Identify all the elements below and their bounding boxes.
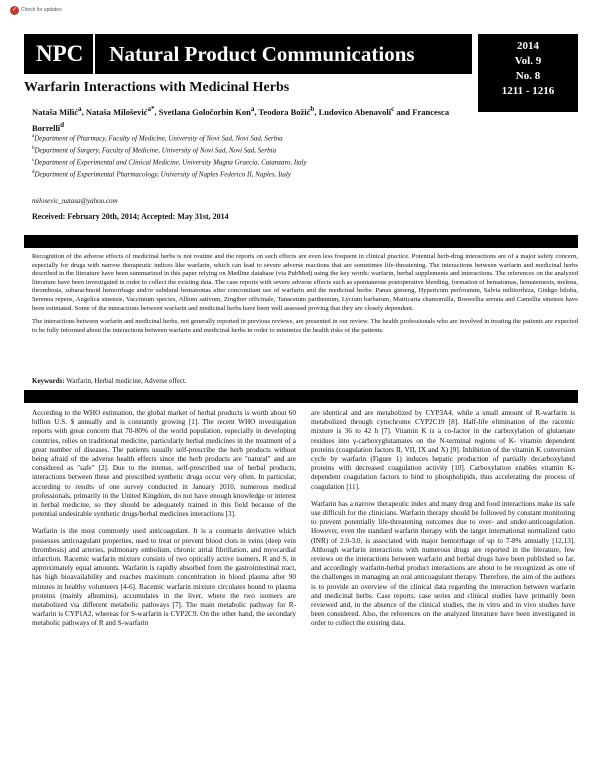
article-title: Warfarin Interactions with Medicinal Herbs bbox=[24, 80, 290, 95]
author: Nataša Milić$^a$, bbox=[32, 105, 86, 117]
affiliation: $^d$Department of Experimental Pharmacology, University of Naples Federico II, Naples, Italy bbox=[32, 170, 291, 179]
issue-volume: Vol. 9 bbox=[514, 55, 542, 67]
abstract-paragraph: The interactions between warfarin and medicinal herbs, not generally reported in previous reviews, are presented in our review. The health professionals who are involved in treating the patients are expected to be fully informed about the interactions between warfarin and medicinal herbs in order to minimize the health risks of the patients. bbox=[32, 318, 578, 334]
author: Francesca Borrelli$^d$ bbox=[32, 106, 450, 133]
keywords bbox=[32, 377, 187, 385]
journal-header bbox=[24, 34, 472, 74]
body-divider bbox=[24, 390, 578, 403]
author: Teodora Božić$^b$, bbox=[258, 105, 319, 117]
body-column-right bbox=[311, 409, 575, 637]
issue-year: 2014 bbox=[517, 40, 539, 52]
keywords-list: Warfarin, Herbal medicine, Adverse effect. bbox=[66, 377, 187, 385]
body-paragraph: Warfarin is the most commonly used anticoagulant. It is a coumarin derivative which possesses anticoagulant properties, used to treat or prevent blood clots in veins (deep vein thrombosis) and arteries, pulmonary embolism, chronic atrial fibrillation, and myocardial infarction. Racemic warfarin mixture consists of two optically active isomers, R and S, in approximately equal amounts. Warfarin is rapidly absorbed from the gastrointestinal tract, has high bioavailability and reaches maximum concentration in blood plasma after 90 minutes in healthy volunteers [4-6]. Racemic warfarin mixture circulates bound to plasma proteins (mainly albumins), accumulates in the liver, where the two isomers are metabolized via different metabolic pathways [7]. The main metabolic pathway for R-warfarin is CYP1A2, whereas for S-warfarin is CYP2C9. On the other hand, the secondary metabolic pathways of R and S-warfarin bbox=[32, 527, 296, 628]
body-column-left bbox=[32, 409, 296, 637]
check-updates-icon: ✓ bbox=[11, 6, 18, 13]
author: Ludovico Abenavoli$^c$ and bbox=[318, 105, 413, 117]
received-dates: Received: February 20th, 2014; Accepted: May 31st, 2014 bbox=[32, 212, 229, 221]
check-updates-badge[interactable] bbox=[10, 4, 66, 16]
journal-title: Natural Product Communications bbox=[109, 41, 415, 66]
corresponding-email[interactable]: milosevic_natasa@yahoo.com bbox=[32, 197, 118, 205]
body-paragraph: Warfarin has a narrow therapeutic index and many drug and food interactions make its safe use difficult for the clinicians. Warfarin therapy should be followed by constant monitoring to prevent potentially life-threatening outcomes due to over- and under-anticoagulation. However, even the standard warfarin therapy with the target international normalized ratio (INR) of 2.0-3.0, is associated with major hemorrhage of up to 7-8% annually [12,13]. Although warfarin interactions with numerous drugs are reported in the literature, few reviews on the interactions between warfarin and herbal drugs have been published so far, and accordingly warfarin-herbal product interactions are about to be recognized as one of the challenges in managing an oral anticoagulant therapy. Therefore, the aim of the authors is to provide an overview of the clinical data regarding the interaction between warfarin and medicinal herbs. Case reports, case series and clinical studies have primarily been reviewed and, in the absence of the clinical studies, the in vitro and in vivo studies have been considered. Also, the references on the analyzed literature have been investigated in order to collect the existing data. bbox=[311, 499, 575, 628]
issue-number: No. 8 bbox=[515, 70, 541, 82]
abstract bbox=[32, 253, 578, 340]
affiliation: $^c$Department of Experimental and Clinical Medicine, University Magna Graecia, Catanzaro, Italy bbox=[32, 158, 307, 167]
author-list bbox=[32, 103, 472, 135]
journal-abbrev: NPC bbox=[24, 34, 95, 74]
body-paragraph: According to the WHO estimation, the global market of herbal products is worth about 60 billion U.S. $ annually and is constantly growing [1]. The recent WHO investigation reports with great concern that 70-80% of the world population, especially in developing countries, relies on traditional medicine, particularly herbal medicines in the treatment of a great number of diseases. The patients usually self-prescribe the herb products without being afraid of the adverse health effects since the herb products are "natural" and are considered as "safe" [2]. Due to the intense, self-prescribed use of herbal products, interactions between these and prescribed synthetic drugs occur very often. In particular, according to results of one survey conducted in January 2010, numerous medical professionals, primarily in the United Kingdom, do not have enough knowledge or interest in herbal medicine, so they should be adequately trained in this field because of the potential undesirable synthetic drugs/herbal medicines interactions [3]. bbox=[32, 409, 296, 519]
issue-box bbox=[478, 34, 578, 112]
abstract-divider bbox=[24, 235, 578, 248]
issue-pages: 1211 - 1216 bbox=[501, 85, 555, 97]
keywords-label: Keywords: bbox=[32, 377, 65, 385]
affiliation: $^b$Department of Surgery, Faculty of Medicine, University of Novi Sad, Novi Sad, Serbia bbox=[32, 146, 277, 155]
body-paragraph: are identical and are metabolized by CYP3A4, while a small amount of R-warfarin is metabolized through cytochrome CYP2C19 [8]. Half-life elimination of the racemic mixture is 36 to 42 h [7]. Vitamin K is a co-factor in the carboxylation of glutamate residues into γ-carboxyglutamates on the N-terminal regions of K- vitamin dependent proteins (coagulation factors II, VII, IX and X) [9]. Inhibition of the vitamin K conversion cycle by warfarin (Figure 1) induces hepatic production of partially decarboxylated proteins with decreased coagulation activity [10]. Carboxylation enables vitamin K-dependent coagulation factors to bind to phospholipids, thus accelerating the process of coagulation [11]. bbox=[311, 409, 575, 491]
author: Svetlana Goločorbin Kon$^a$, bbox=[158, 105, 259, 117]
author: Nataša Milošević$^{a*}$, bbox=[85, 105, 159, 117]
abstract-paragraph: Recognition of the adverse effects of medicinal herbs is not routine and the reports on such effects are even less frequent in clinical practice. Potential herb-drug interactions are of a major safety concern, especially for drugs with narrow therapeutic indices like warfarin, which can lead to severe adverse reactions that are sometimes life-threatening. The interactions between warfarin and medicinal herbs described in the literature have been summarized in this paper relying on Medline database (via PubMed) using the key words: warfarin, herbal supplements and interactions. The references on the analyzed literature have been investigated in order to collect the existing data. The case reports with severe adverse effects such as spontaneous postoperative bleeding, formation of hematomas, hematemesis, melena, thrombosis, subarachnoid hemorrhage and/or subdural hematomas after concomitant use of warfarin and the medicinal herbs: Panax ginseng, Hypericum perforatum, Salvia miltiorrhiza, Ginkgo biloba, Serenoa repens, Angelica sinensis, Vaccinium species, Allium sativum, Zingiber officinale, Tanacetum parthenium, Lycium barbarum, Matricaria chamomilla, Boswellia serrata and Camellia sinensis have been estimated. Some of the interactions between warfarin and medicinal herbs have been well assessed proving that they are closely dependent. bbox=[32, 253, 578, 312]
affiliation: $^a$Department of Pharmacy, Faculty of Medicine, University of Novi Sad, Novi Sad, Serbia bbox=[32, 134, 283, 143]
check-updates-label: Check for updates bbox=[21, 7, 62, 13]
